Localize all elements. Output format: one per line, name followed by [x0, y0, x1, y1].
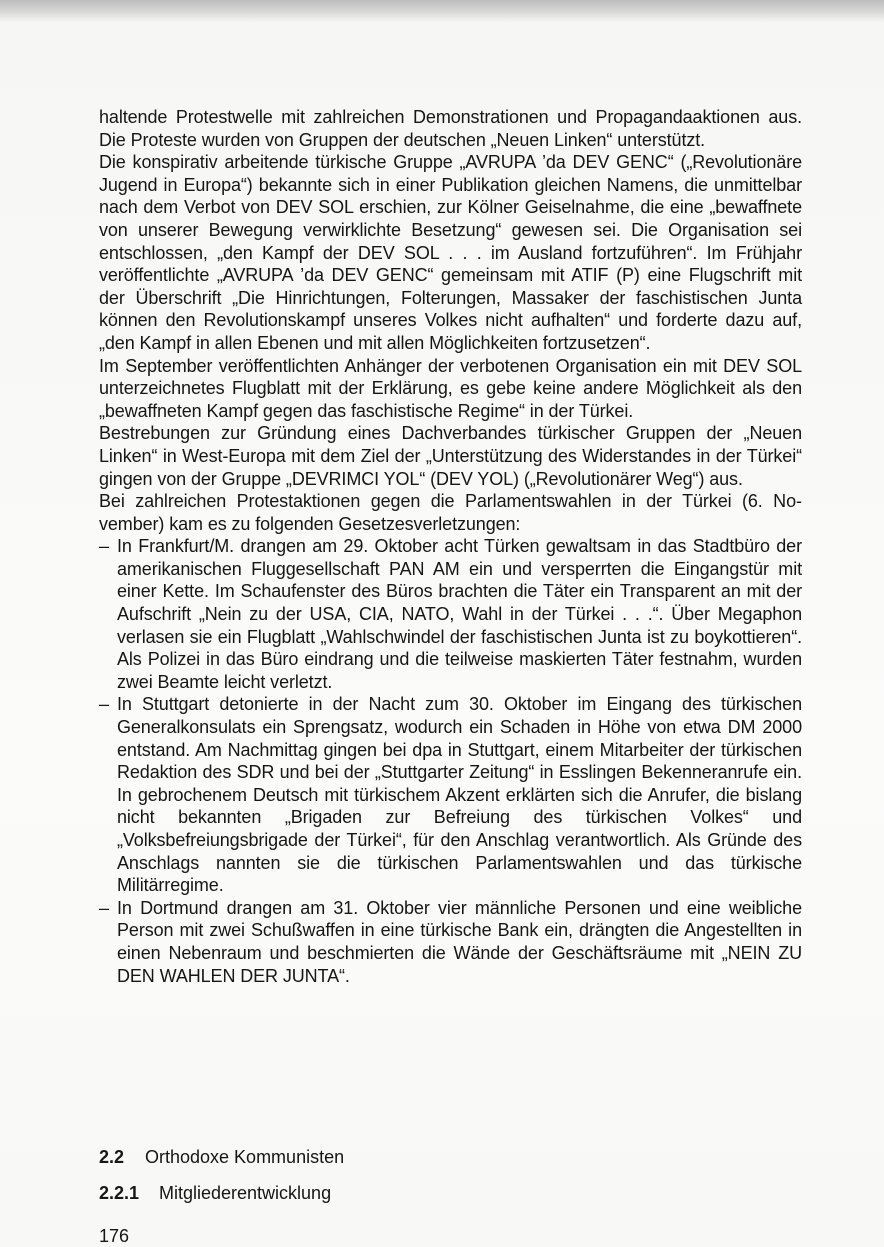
paragraph: Die konspirativ arbeitende türkische Gruppe „AVRUPA ’da DEV GENC“ („Revolutionäre Jugend in Europa“) bekannte sich in einer Publikation gleichen Namens, die unmittelbar nach dem Verbot von DEV SOL erschien, zur Kölner Geiselnahme, die eine „bewaffnete von unserer Bewegung verwirklichte Besetzung“ gewesen sei. Die Organisation sei entschlossen, „den Kampf der DEV SOL . . . im Ausland fortzuführen“. Im Frühjahr veröffentlichte „AVRUPA ’da DEV GENC“ gemeinsam mit ATIF (P) eine Flugschrift mit der Überschrift „Die Hinrichtungen, Folterungen, Massaker der faschistischen Junta können den Revolutionskampf unseres Volkes nicht aufhalten“ und forderte dazu auf, „den Kampf in allen Ebenen und mit allen Möglichkeiten fortzusetzen“.: [99, 152, 802, 353]
section-title: Orthodoxe Kommunisten: [145, 1147, 345, 1167]
list-item-text: In Stuttgart detonierte in der Nacht zum 30. Oktober im Eingang des türkischen Generalkonsulats ein Sprengsatz, wodurch ein Schaden in Höhe von etwa DM 2000 entstand. Am Nachmittag gingen bei dpa in Stuttgart, einem Mitarbeiter der türkischen Redaktion des SDR und bei der „Stuttgarter Zeitung“ in Esslingen Bekenneranrufe ein. In gebrochenem Deutsch mit türkischem Akzent erklärten sich die Anrufer, die bislang nicht bekannten „Brigaden zur Befreiung des türkischen Volkes“ und „Volksbefreiungsbrigade der Türkei“, für den Anschlag verantwortlich. Als Gründe des Anschlags nannten sie die türkischen Parlamentswahlen und das türkische Militärregime.: [117, 694, 802, 896]
list-dash: –: [99, 897, 109, 918]
paragraph: Bestrebungen zur Gründung eines Dachverbandes türkischer Gruppen der „Neuen Linken“ in West-Europa mit dem Ziel der „Unterstützung des Widerstandes in der Türkei“ gingen von der Gruppe „DEVRIMCI YOL“ (DEV YOL) („Revolutionärer Weg“) aus.: [99, 423, 802, 489]
list-item: [99, 897, 802, 987]
paragraph: Bei zahlreichen Protestaktionen gegen die Parlamentswahlen in der Türkei (6. November) kam es zu folgenden Gesetzesverletzungen:: [99, 491, 802, 534]
body-text: [99, 106, 802, 987]
list-item-text: In Frankfurt/M. drangen am 29. Oktober acht Türken gewaltsam in das Stadtbüro der amerikanischen Fluggesellschaft PAN AM ein und versperrten die Eingangstür mit einer Kette. Im Schaufenster des Büros brachten die Täter ein Transparent an mit der Aufschrift „Nein zu der USA, CIA, NATO, Wahl in der Türkei . . .“. Über Megaphon verlasen sie ein Flugblatt „Wahlschwindel der faschistischen Junta ist zu boykottieren“. Als Polizei in das Büro eindrang und die teilweise maskierten Täter festnahm, wurden zwei Beamte leicht verletzt.: [117, 536, 802, 692]
page-number: 176: [99, 1226, 130, 1246]
list-dash: –: [99, 694, 109, 715]
subsection-title: Mitgliederentwicklung: [159, 1183, 332, 1203]
paragraph: haltende Protestwelle mit zahlreichen Demonstrationen und Propagandaaktionen aus. Die Proteste wurden von Gruppen der deutschen „Neuen Linken“ unterstützt.: [99, 107, 802, 150]
list-item: [99, 693, 802, 896]
section-number: 2.2: [99, 1147, 125, 1167]
incident-list: [99, 535, 802, 987]
scan-top-edge: [0, 0, 884, 22]
subsection-heading: [99, 1182, 331, 1204]
list-item-text: In Dortmund drangen am 31. Oktober vier männliche Personen und eine weibliche Person mit zwei Schußwaffen in eine türkische Bank ein, drängten die Angestellten in einen Nebenraum und beschmierten die Wände der Geschäftsräume mit „NEIN ZU DEN WAHLEN DER JUNTA“.: [117, 897, 802, 986]
list-item: [99, 535, 802, 693]
paragraph: Im September veröffentlichten Anhänger der verbotenen Organisation ein mit DEV SOL unterzeichnetes Flugblatt mit der Erklärung, es gebe keine andere Möglichkeit als den „bewaffneten Kampf gegen das faschistische Regime“ in der Türkei.: [99, 355, 802, 421]
subsection-number: 2.2.1: [99, 1183, 140, 1203]
section-heading: [99, 1146, 344, 1168]
list-dash: –: [99, 536, 109, 557]
